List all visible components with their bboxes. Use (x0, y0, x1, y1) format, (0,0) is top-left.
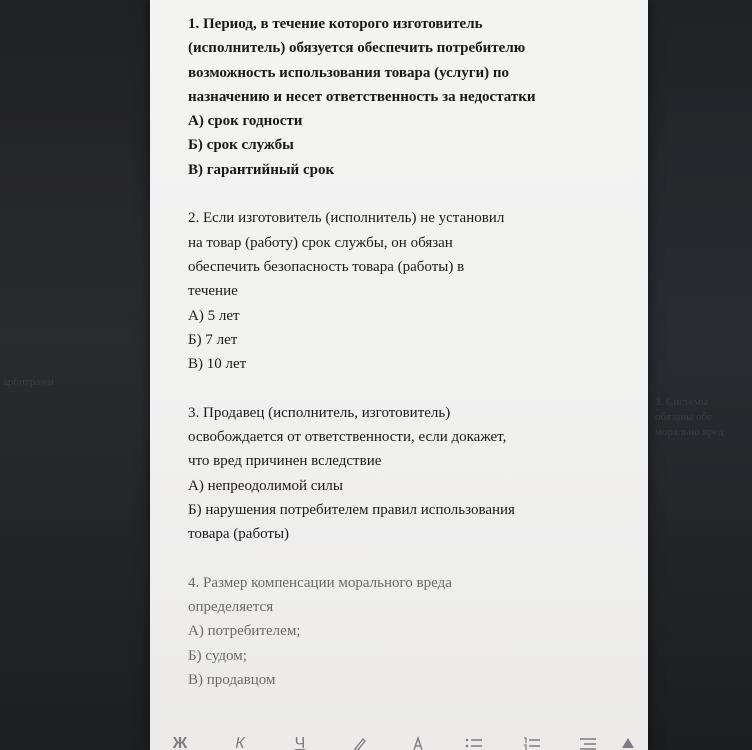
formatting-toolbar (150, 734, 648, 750)
answer-option-a: А) потребителем; (188, 623, 301, 640)
question-1 (188, 12, 628, 182)
document-body[interactable] (188, 12, 628, 692)
question-text-line: 2. Если изготовитель (исполнитель) не установил (188, 210, 505, 227)
answer-option-c: В) продавцом (188, 672, 276, 689)
question-text-line: возможность использования товара (услуги) по (188, 64, 510, 81)
answer-option-a: А) непреодолимой силы (188, 477, 343, 494)
document-page[interactable] (150, 0, 648, 750)
background-ghost-line: обязаны обе (655, 411, 712, 423)
answer-option-continuation: товара (работы) (188, 526, 290, 543)
answer-option-a: А) срок годности (188, 113, 303, 130)
background-ghost-text: арбитражи (3, 376, 54, 388)
background-left (0, 0, 150, 750)
triangle-icon[interactable] (616, 734, 640, 750)
question-text-line: течение (188, 283, 238, 300)
question-text-line: (исполнитель) обязуется обеспечить потребителю (188, 40, 526, 57)
question-text-line: что вред причинен вследствие (188, 453, 382, 470)
answer-option-c: В) гарантийный срок (188, 161, 335, 178)
italic-icon[interactable]: К (235, 735, 245, 750)
question-text-line: определяется (188, 599, 274, 616)
numbered-list-icon[interactable] (520, 734, 544, 750)
answer-option-a: А) 5 лет (188, 307, 240, 324)
question-4 (188, 571, 628, 692)
question-3 (188, 401, 628, 547)
bulleted-list-icon[interactable] (462, 734, 486, 750)
background-ghost-line: 3. Системы (655, 396, 709, 408)
answer-option-b: Б) срок службы (188, 137, 294, 154)
question-text-line: назначению и несет ответственность за недостатки (188, 88, 536, 105)
paragraph-gap (188, 547, 628, 571)
question-text-line: 4. Размер компенсации морального вреда (188, 574, 452, 591)
question-text-line: обеспечить безопасность товара (работы) в (188, 258, 465, 275)
question-text-line: освобождается от ответственности, если докажет, (188, 429, 507, 446)
question-2 (188, 206, 628, 376)
answer-option-b: Б) 7 лет (188, 331, 238, 348)
question-text-line: 1. Период, в течение которого изготовитель (188, 16, 483, 32)
question-text-line: 3. Продавец (исполнитель, изготовитель) (188, 404, 451, 421)
paragraph-gap (188, 182, 628, 206)
background-ghost-line: морально вред (655, 426, 724, 438)
pen-icon[interactable] (348, 734, 372, 750)
background-right (648, 0, 752, 750)
paragraph-gap (188, 376, 628, 400)
text-color-icon[interactable] (406, 734, 430, 750)
answer-option-b: Б) нарушения потребителем правил использования (188, 501, 515, 518)
answer-option-c: В) 10 лет (188, 356, 247, 373)
bold-icon[interactable]: Ж (172, 735, 188, 750)
align-icon[interactable] (576, 734, 600, 750)
underline-icon[interactable]: Ч (294, 735, 306, 750)
question-text-line: на товар (работу) срок службы, он обязан (188, 234, 453, 251)
answer-option-b: Б) судом; (188, 647, 247, 664)
